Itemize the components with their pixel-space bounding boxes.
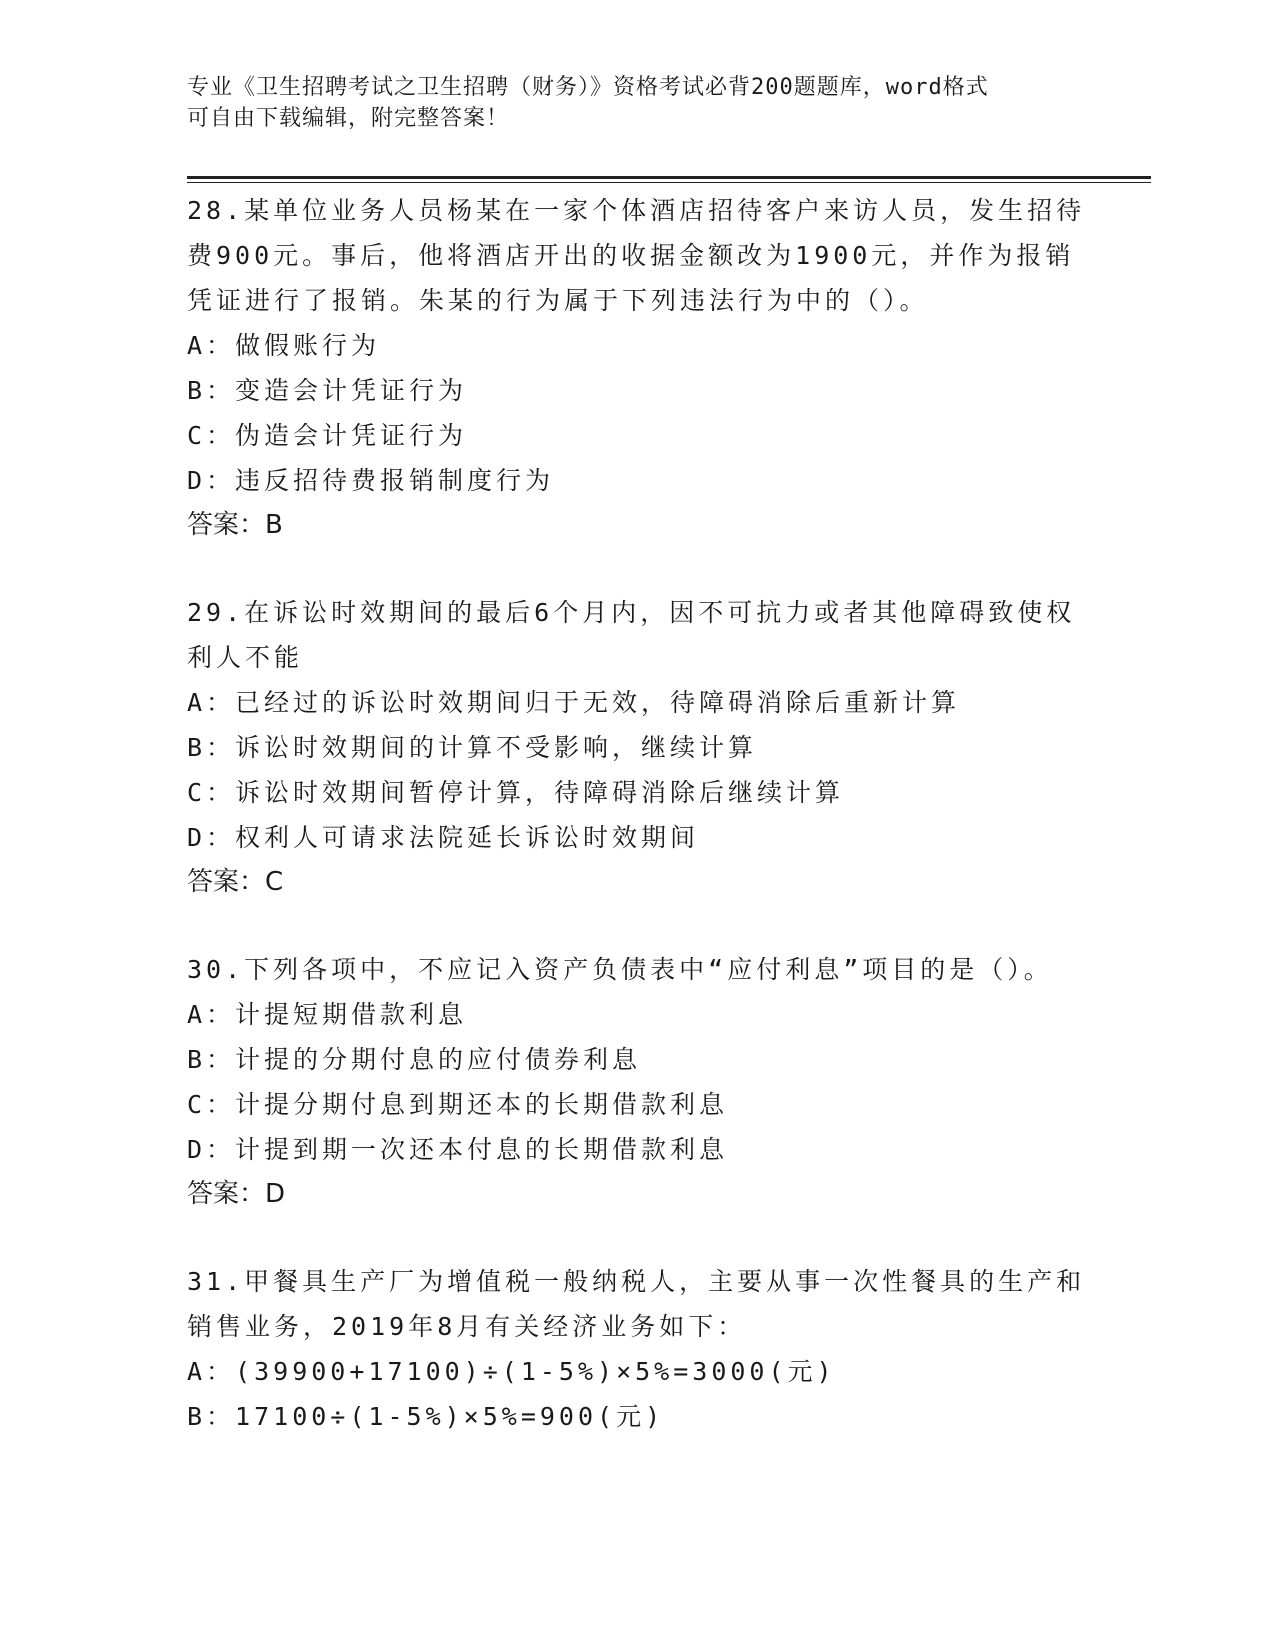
question-29	[187, 590, 1087, 905]
header-line-2: 可自由下载编辑，附完整答案！	[187, 106, 510, 131]
header-line-1: 专业《卫生招聘考试之卫生招聘（财务）》资格考试必背200题题库，word格式	[187, 75, 989, 100]
option-d: D：违反招待费报销制度行为	[187, 466, 555, 495]
option-b: B：17100÷(1-5%)×5%=900(元)	[187, 1402, 665, 1431]
answer: 答案：D	[187, 1179, 286, 1209]
option-a: A：计提短期借款利息	[187, 1000, 468, 1029]
option-b: B：计提的分期付息的应付债券利息	[187, 1045, 642, 1074]
header-divider-thin	[187, 182, 1151, 183]
option-a: A：已经过的诉讼时效期间归于无效，待障碍消除后重新计算	[187, 688, 961, 717]
question-stem: 30.下列各项中，不应记入资产负债表中“应付利息”项目的是（）。	[187, 955, 1053, 984]
question-30	[187, 947, 1087, 1217]
document-header	[187, 72, 1087, 134]
answer: 答案：B	[187, 510, 283, 540]
option-a: A：做假账行为	[187, 331, 381, 360]
question-stem: 28.某单位业务人员杨某在一家个体酒店招待客户来访人员，发生招待费900元。事后，他将酒店开出的收据金额改为1900元，并作为报销凭证进行了报销。朱某的行为属于下列违法行为中的（）。	[187, 196, 1086, 315]
option-b: B：变造会计凭证行为	[187, 376, 468, 405]
question-stem: 31.甲餐具生产厂为增值税一般纳税人，主要从事一次性餐具的生产和销售业务，2019年8月有关经济业务如下：	[187, 1267, 1086, 1341]
option-a: A：(39900+17100)÷(1-5%)×5%=3000(元)	[187, 1357, 836, 1386]
question-list	[187, 188, 1087, 1481]
question-stem: 29.在诉讼时效期间的最后6个月内，因不可抗力或者其他障碍致使权利人不能	[187, 598, 1076, 672]
question-28	[187, 188, 1087, 548]
option-b: B：诉讼时效期间的计算不受影响，继续计算	[187, 733, 758, 762]
option-c: C：计提分期付息到期还本的长期借款利息	[187, 1090, 729, 1119]
option-c: C：诉讼时效期间暂停计算，待障碍消除后继续计算	[187, 778, 845, 807]
answer: 答案：C	[187, 867, 284, 897]
question-31	[187, 1259, 1087, 1439]
option-c: C：伪造会计凭证行为	[187, 421, 468, 450]
option-d: D：权利人可请求法院延长诉讼时效期间	[187, 823, 700, 852]
header-divider-thick	[187, 176, 1151, 179]
option-d: D：计提到期一次还本付息的长期借款利息	[187, 1135, 729, 1164]
